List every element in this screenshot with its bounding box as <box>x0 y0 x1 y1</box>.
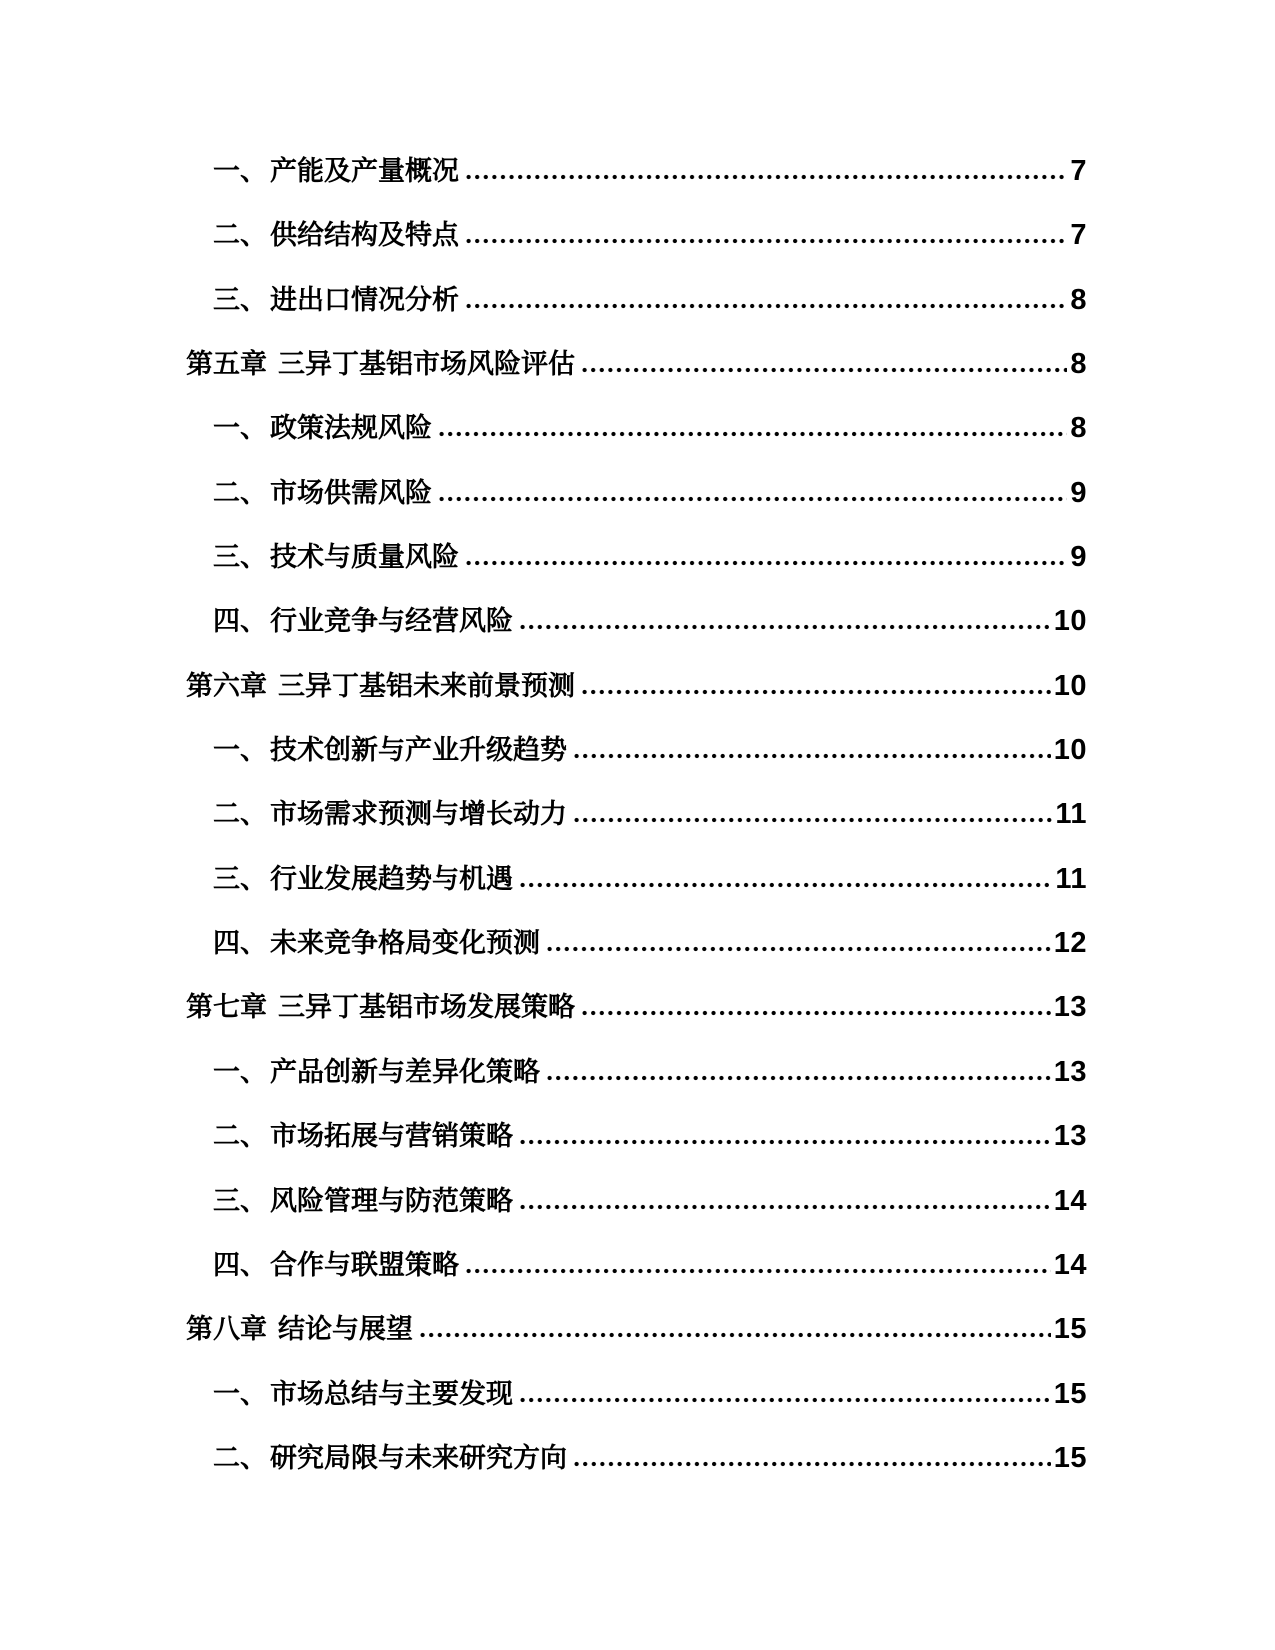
toc-entry[interactable] <box>186 268 1087 332</box>
toc-dot-leader <box>466 174 1067 180</box>
toc-entry[interactable] <box>186 396 1087 460</box>
toc-entry[interactable] <box>186 589 1087 653</box>
toc-page-number: 9 <box>1070 541 1087 574</box>
toc-page-number: 15 <box>1053 1313 1087 1346</box>
toc-dot-leader <box>520 882 1052 888</box>
toc-entry[interactable] <box>186 203 1087 267</box>
toc-entry-title: 结论与展望 <box>278 1314 413 1345</box>
toc-entry-title: 市场拓展与营销策略 <box>270 1121 513 1152</box>
toc-dot-leader <box>582 1010 1051 1016</box>
toc-entry[interactable] <box>186 1233 1087 1297</box>
toc-dot-leader <box>466 303 1067 309</box>
toc-dot-leader <box>466 238 1067 244</box>
toc-entry-title: 三异丁基铝市场风险评估 <box>278 349 575 380</box>
toc-entry-number-label: 一、 <box>213 1378 267 1409</box>
toc-entry-title: 未来竞争格局变化预测 <box>270 928 540 959</box>
toc-entry-title: 三异丁基铝市场发展策略 <box>278 992 575 1023</box>
toc-entry-number-label: 三、 <box>213 284 267 315</box>
toc-dot-leader <box>582 367 1067 373</box>
toc-page-number: 12 <box>1053 927 1087 960</box>
toc-entry-title: 产品创新与差异化策略 <box>270 1056 540 1087</box>
toc-entry[interactable] <box>186 461 1087 525</box>
toc-entry[interactable] <box>186 718 1087 782</box>
toc-dot-leader <box>466 1268 1051 1274</box>
toc-entry-title: 市场供需风险 <box>270 477 432 508</box>
toc-entry-number-label: 一、 <box>213 1056 267 1087</box>
toc-entry-number-label: 一、 <box>213 156 267 186</box>
toc-page-number: 15 <box>1053 1441 1087 1474</box>
toc-entry[interactable] <box>186 1426 1087 1490</box>
toc-entry-title: 技术与质量风险 <box>270 542 459 573</box>
toc-page-number: 14 <box>1053 1248 1087 1281</box>
toc-entry-number-label: 二、 <box>213 799 267 830</box>
toc-entry-title: 政策法规风险 <box>270 413 432 444</box>
toc-entry-title: 技术创新与产业升级趋势 <box>270 735 567 766</box>
toc-page-number: 7 <box>1070 155 1087 187</box>
toc-entry-number-label: 第七章 <box>186 992 267 1023</box>
toc-page-number: 8 <box>1070 348 1087 381</box>
toc-dot-leader <box>520 1397 1051 1403</box>
toc-entry-number-label: 第八章 <box>186 1314 267 1345</box>
toc-dot-leader <box>574 753 1051 759</box>
toc-entry-title: 行业竞争与经营风险 <box>270 606 513 637</box>
toc-dot-leader <box>439 431 1067 437</box>
toc-entry-title: 研究局限与未来研究方向 <box>270 1442 567 1473</box>
toc-page-number: 9 <box>1070 476 1087 509</box>
toc-dot-leader <box>439 496 1067 502</box>
toc-entry-number-label: 一、 <box>213 413 267 444</box>
toc-page-number: 8 <box>1070 412 1087 445</box>
toc-page-number: 13 <box>1053 991 1087 1024</box>
toc-entry-number-label: 二、 <box>213 477 267 508</box>
toc-dot-leader <box>574 817 1052 823</box>
toc-entry[interactable] <box>186 1104 1087 1168</box>
toc-dot-leader <box>547 1075 1051 1081</box>
toc-entry[interactable] <box>186 911 1087 975</box>
table-of-contents <box>186 139 1087 1490</box>
toc-entry-title: 行业发展趋势与机遇 <box>270 863 513 894</box>
toc-page-number: 11 <box>1055 862 1087 895</box>
toc-entry-number-label: 二、 <box>213 1121 267 1152</box>
toc-dot-leader <box>582 689 1051 695</box>
toc-entry-number-label: 四、 <box>213 928 267 959</box>
toc-entry-title: 供给结构及特点 <box>270 220 459 251</box>
toc-page-number: 15 <box>1053 1377 1087 1410</box>
toc-entry-number-label: 一、 <box>213 735 267 766</box>
toc-entry-number-label: 第五章 <box>186 349 267 380</box>
toc-page-number: 11 <box>1055 798 1087 831</box>
toc-entry[interactable] <box>186 847 1087 911</box>
toc-page-number: 10 <box>1053 605 1087 638</box>
toc-entry-title: 产能及产量概况 <box>270 156 459 186</box>
toc-dot-leader <box>520 1204 1051 1210</box>
toc-entry[interactable] <box>186 782 1087 846</box>
toc-dot-leader <box>466 560 1067 566</box>
toc-page-number: 7 <box>1070 219 1087 252</box>
toc-page-number: 8 <box>1070 283 1087 316</box>
toc-entry[interactable] <box>186 654 1087 718</box>
toc-entry-number-label: 四、 <box>213 606 267 637</box>
toc-page-number: 10 <box>1053 734 1087 767</box>
toc-entry-number-label: 二、 <box>213 220 267 251</box>
toc-entry-number-label: 四、 <box>213 1249 267 1280</box>
toc-page-number: 10 <box>1053 669 1087 702</box>
toc-page-number: 14 <box>1053 1184 1087 1217</box>
toc-entry-number-label: 三、 <box>213 1185 267 1216</box>
toc-entry[interactable] <box>186 1297 1087 1361</box>
toc-entry-number-label: 三、 <box>213 542 267 573</box>
toc-entry-title: 风险管理与防范策略 <box>270 1185 513 1216</box>
toc-entry-number-label: 第六章 <box>186 670 267 701</box>
toc-page-number: 13 <box>1053 1055 1087 1088</box>
toc-entry[interactable] <box>186 975 1087 1039</box>
toc-entry-title: 市场需求预测与增长动力 <box>270 799 567 830</box>
toc-dot-leader <box>547 946 1051 952</box>
toc-entry[interactable] <box>186 1362 1087 1426</box>
toc-dot-leader <box>420 1332 1051 1338</box>
toc-entry[interactable] <box>186 1040 1087 1104</box>
toc-entry-title: 市场总结与主要发现 <box>270 1378 513 1409</box>
toc-entry[interactable] <box>186 525 1087 589</box>
toc-entry[interactable] <box>186 139 1087 203</box>
toc-dot-leader <box>520 624 1051 630</box>
toc-entry-title: 进出口情况分析 <box>270 284 459 315</box>
toc-dot-leader <box>520 1139 1051 1145</box>
toc-entry-number-label: 二、 <box>213 1442 267 1473</box>
toc-entry-number-label: 三、 <box>213 863 267 894</box>
toc-entry-title: 合作与联盟策略 <box>270 1249 459 1280</box>
toc-entry[interactable] <box>186 1169 1087 1233</box>
toc-entry[interactable] <box>186 332 1087 396</box>
toc-page-number: 13 <box>1053 1120 1087 1153</box>
toc-entry-title: 三异丁基铝未来前景预测 <box>278 670 575 701</box>
toc-dot-leader <box>574 1461 1051 1467</box>
